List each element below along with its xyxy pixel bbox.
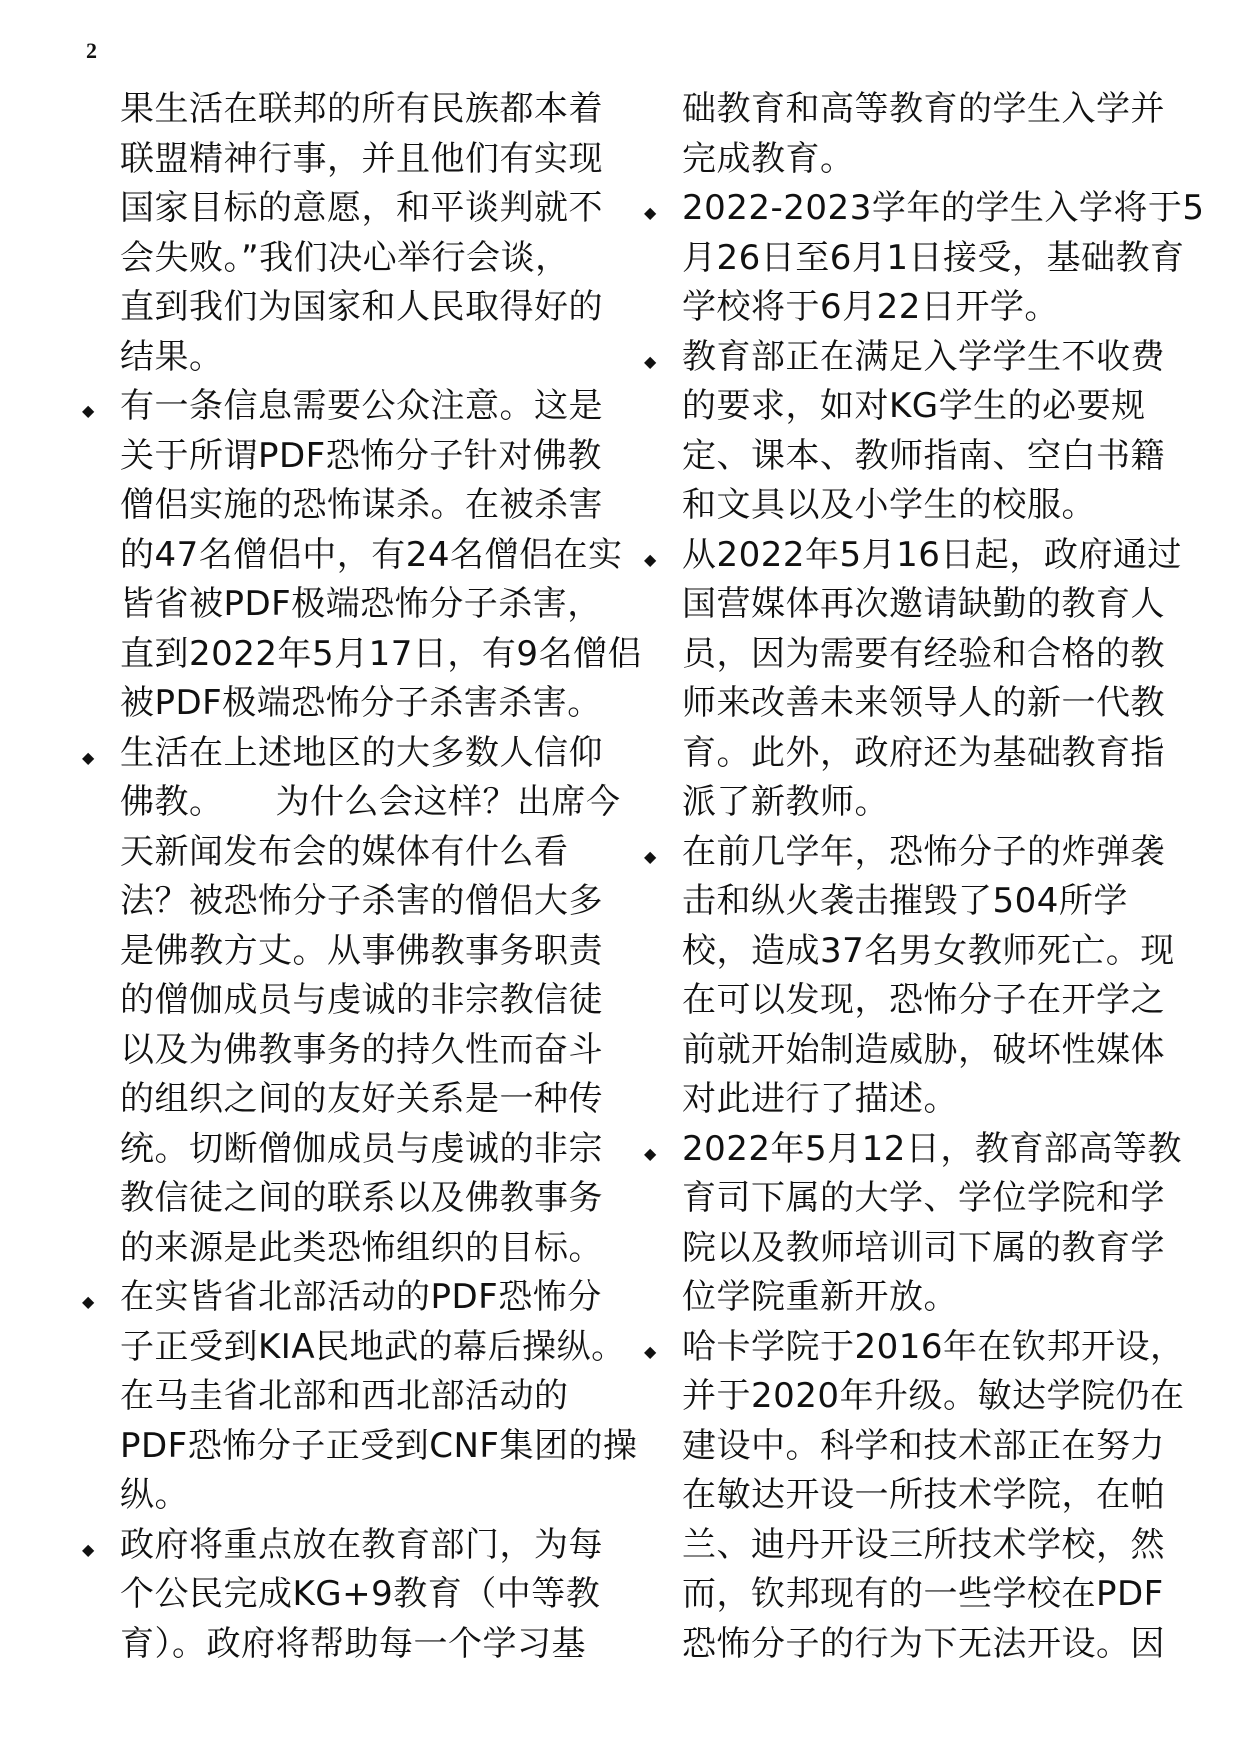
paragraph-line: PDF恐怖分子正受到CNF集团的操 <box>120 1425 638 1466</box>
paragraph-line: 哈卡学院于2016年在钦邦开设， <box>682 1326 1185 1367</box>
bullet-paragraph <box>640 333 1165 531</box>
bullet-paragraph <box>78 729 621 1274</box>
paragraph-line: 从2022年5月16日起，政府通过 <box>682 534 1182 575</box>
paragraph-line: 2022年5月12日，教育部高等教 <box>682 1128 1182 1169</box>
paragraph-line: 法？被恐怖分子杀害的僧侣大多 <box>120 881 603 921</box>
paragraph-line: 的47名僧侣中，有24名僧侣在实 <box>120 534 623 575</box>
paragraph-line: 并于2020年升级。敏达学院仍在 <box>682 1376 1185 1416</box>
paragraph-line: 校，造成37名男女教师死亡。现 <box>682 930 1175 971</box>
paragraph-line: 被PDF极端恐怖分子杀害杀害。 <box>120 683 602 723</box>
bullet-icon: ◆ <box>644 1143 657 1163</box>
paragraph-line: 对此进行了描述。 <box>682 1079 958 1119</box>
bullet-paragraph <box>78 1273 638 1521</box>
paragraph-line: 果生活在联邦的所有民族都本着 <box>120 89 603 129</box>
paragraph-line: 在前几学年，恐怖分子的炸弹袭 <box>682 831 1165 872</box>
paragraph-line: 结果。 <box>120 336 224 377</box>
paragraph-line: 兰、迪丹开设三所技术学校，然 <box>682 1524 1165 1565</box>
bullet-paragraph <box>78 1521 603 1670</box>
bullet-paragraph <box>640 531 1182 828</box>
bullet-icon: ◆ <box>82 1292 95 1311</box>
paragraph-line: 月26日至6月1日接受，基础教育 <box>682 237 1185 278</box>
bullet-icon: ◆ <box>82 747 95 767</box>
paragraph-line: 有一条信息需要公众注意。这是 <box>120 386 603 426</box>
bullet-icon: ◆ <box>644 846 657 866</box>
paragraph-line: 而，钦邦现有的一些学校在PDF <box>682 1574 1164 1614</box>
paragraph-line: 学校将于6月22日开学。 <box>682 287 1059 327</box>
paragraph-line: 派了新教师。 <box>682 782 889 822</box>
paragraph-line: 恐怖分子的行为下无法开设。因 <box>682 1623 1165 1664</box>
paragraph-line: 础教育和高等教育的学生入学并 <box>682 89 1165 129</box>
bullet-icon: ◆ <box>644 1341 657 1361</box>
bullet-icon: ◆ <box>644 549 657 569</box>
paragraph-line: 在可以发现，恐怖分子在开学之 <box>682 980 1165 1020</box>
paragraph-line: 育）。政府将帮助每一个学习基 <box>120 1623 586 1664</box>
paragraph-line: 佛教。 为什么会这样？出席今 <box>120 782 621 822</box>
bullet-paragraph <box>640 1323 1185 1670</box>
paragraph-line: 天新闻发布会的媒体有什么看 <box>120 831 569 872</box>
bullet-paragraph <box>78 382 643 729</box>
paragraph-line: 直到我们为国家和人民取得好的 <box>120 287 603 327</box>
right-column <box>640 85 1205 1669</box>
bullet-icon: ◆ <box>644 351 657 371</box>
paragraph-line: 在实皆省北部活动的PDF恐怖分 <box>120 1277 602 1317</box>
paragraph-line: 的要求，如对KG学生的必要规 <box>682 386 1146 426</box>
paragraph-line: 是佛教方丈。从事佛教事务职责 <box>120 930 603 971</box>
paragraph-line: 击和纵火袭击摧毁了504所学 <box>682 881 1128 921</box>
paragraph-line: 关于所谓PDF恐怖分子针对佛教 <box>120 435 602 476</box>
paragraph-line: 育。此外，政府还为基础教育指 <box>682 732 1165 773</box>
paragraph-line: 员，因为需要有经验和合格的教 <box>682 633 1165 674</box>
paragraph-line: 在马圭省北部和西北部活动的 <box>120 1376 569 1416</box>
page-number: 2 <box>86 38 97 63</box>
paragraph-line: 师来改善未来领导人的新一代教 <box>682 683 1165 723</box>
paragraph-line: 完成教育。 <box>682 138 855 179</box>
paragraph-line: 位学院重新开放。 <box>682 1277 958 1317</box>
bullet-paragraph <box>640 1125 1182 1323</box>
paragraph-line: 的来源是此类恐怖组织的目标。 <box>120 1227 603 1268</box>
left-column <box>78 85 643 1669</box>
paragraph-line: 前就开始制造威胁，破坏性媒体 <box>682 1029 1165 1070</box>
paragraph-line: 僧侣实施的恐怖谋杀。在被杀害 <box>120 485 603 525</box>
paragraph-line: 教育部正在满足入学学生不收费 <box>682 336 1165 377</box>
paragraph-line: 在敏达开设一所技术学院，在帕 <box>682 1475 1165 1515</box>
paragraph-line: 纵。 <box>120 1475 189 1515</box>
paragraph-line: 个公民完成KG+9教育（中等教 <box>120 1574 601 1614</box>
bullet-paragraph <box>640 828 1175 1125</box>
bullet-icon: ◆ <box>82 1539 95 1559</box>
bullet-icon: ◆ <box>82 401 95 420</box>
bullet-paragraph <box>640 184 1205 333</box>
paragraph-line: 院以及教师培训司下属的教育学 <box>682 1227 1165 1268</box>
paragraph-line: 政府将重点放在教育部门，为每 <box>120 1524 603 1565</box>
paragraph-line: 生活在上述地区的大多数人信仰 <box>120 732 603 773</box>
paragraph-line: 国营媒体再次邀请缺勤的教育人 <box>682 584 1165 624</box>
continued-paragraph <box>640 85 1165 184</box>
paragraph-line: 和文具以及小学生的校服。 <box>682 485 1096 525</box>
paragraph-line: 2022-2023学年的学生入学将于5 <box>682 188 1205 228</box>
continued-paragraph <box>78 85 603 382</box>
paragraph-line: 教信徒之间的联系以及佛教事务 <box>120 1178 603 1218</box>
paragraph-line: 育司下属的大学、学位学院和学 <box>682 1178 1165 1218</box>
paragraph-line: 国家目标的意愿，和平谈判就不 <box>120 188 603 228</box>
paragraph-line: 直到2022年5月17日，有9名僧侣 <box>120 633 643 674</box>
paragraph-line: 统。切断僧伽成员与虔诚的非宗 <box>120 1128 603 1169</box>
paragraph-line: 皆省被PDF极端恐怖分子杀害， <box>120 584 602 624</box>
bullet-icon: ◆ <box>644 203 657 222</box>
paragraph-line: 会失败。”我们决心举行会谈， <box>120 237 570 278</box>
paragraph-line: 的僧伽成员与虔诚的非宗教信徒 <box>120 980 603 1020</box>
paragraph-line: 定、课本、教师指南、空白书籍 <box>682 435 1165 476</box>
paragraph-line: 以及为佛教事务的持久性而奋斗 <box>120 1029 603 1070</box>
paragraph-line: 的组织之间的友好关系是一种传 <box>120 1079 603 1119</box>
paragraph-line: 子正受到KIA民地武的幕后操纵。 <box>120 1326 626 1367</box>
paragraph-line: 建设中。科学和技术部正在努力 <box>682 1425 1165 1466</box>
paragraph-line: 联盟精神行事，并且他们有实现 <box>120 138 603 179</box>
